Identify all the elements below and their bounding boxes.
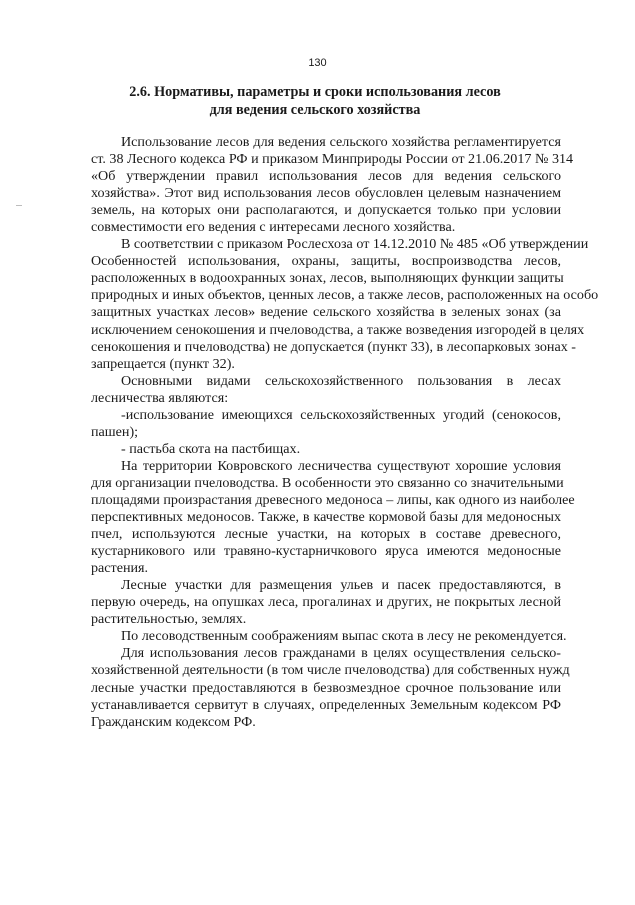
paragraph-line: совместимости его ведения с интересами лесного хозяйства. bbox=[91, 219, 456, 236]
paragraph bbox=[91, 441, 561, 458]
paragraph-line: лесные участки предоставляются в безвозмездное срочное пользование или bbox=[91, 679, 561, 696]
paragraph bbox=[91, 628, 567, 645]
paragraph-line: сенокошения и пчеловодства) не допускается (пункт 33), в лесопарковых зонах - bbox=[91, 338, 576, 355]
paragraph-line: Особенностей использования, охраны, защиты, воспроизводства лесов, bbox=[91, 253, 561, 270]
paragraph-line: Основными видами сельскохозяйственного пользования в лесах bbox=[121, 372, 561, 389]
paragraph-line: площадями произрастания древесного медоноса – липы, как одного из наиболее bbox=[91, 491, 575, 508]
paragraph bbox=[91, 373, 561, 407]
paragraph-line: запрещается (пункт 32). bbox=[91, 355, 235, 372]
section-heading bbox=[90, 83, 540, 119]
paragraph-line: хозяйства». Этот вид использования лесов обусловлен целевым назначением bbox=[91, 185, 561, 202]
paragraph bbox=[91, 577, 561, 628]
paragraph-line: защитных участках лесов» ведение сельского хозяйства в зеленых зонах (за bbox=[91, 304, 561, 321]
paragraph-line: «Об утверждении правил использования лесов для ведения сельского bbox=[91, 168, 561, 185]
scan-edge-mark bbox=[16, 205, 22, 206]
paragraph bbox=[91, 407, 561, 441]
paragraph-line: ст. 38 Лесного кодекса РФ и приказом Минприроды России от 21.06.2017 № 314 bbox=[91, 151, 574, 168]
paragraph-line: устанавливается сервитут в случаях, определенных Земельным кодексом РФ bbox=[91, 696, 561, 713]
paragraph-line: пашен); bbox=[91, 423, 139, 440]
paragraph-line: перспективных медоносов. Также, в качестве кормовой базы для медоносных bbox=[91, 509, 561, 526]
paragraph-line: Для использования лесов гражданами в целях осуществления сельско- bbox=[121, 645, 561, 662]
paragraph-line: Использование лесов для ведения сельского хозяйства регламентируется bbox=[121, 134, 561, 150]
paragraph-line: В соответствии с приказом Рослесхоза от 14.12.2010 № 485 «Об утверждении bbox=[121, 236, 589, 253]
paragraph-line: лесничества являются: bbox=[91, 389, 229, 406]
paragraph-line: для организации пчеловодства. В особенности это связанно со значительными bbox=[91, 474, 564, 491]
section-heading-line-1: 2.6. Нормативы, параметры и сроки использования лесов bbox=[129, 84, 501, 100]
paragraph-line: растительностью, землях. bbox=[91, 611, 247, 628]
paragraph-line: -использование имеющихся сельскохозяйственных угодий (сенокосов, bbox=[121, 406, 561, 423]
paragraph-line: - пастьба скота на пастбищах. bbox=[121, 440, 301, 457]
paragraph bbox=[91, 457, 575, 577]
paragraph-line: исключением сенокошения и пчеловодства, а также возведения изгородей в целях bbox=[91, 321, 585, 338]
paragraph-line: пчел, используются лесные участки, на которых в составе древесного, bbox=[91, 526, 561, 543]
paragraph-line: На территории Ковровского лесничества существуют хорошие условия bbox=[121, 457, 561, 474]
paragraph-line: расположенных в водоохранных зонах, лесов, выполняющих функции защиты bbox=[91, 270, 564, 287]
paragraph-line: первую очередь, на опушках леса, прогалинах и других, не покрытых лесной bbox=[91, 594, 561, 611]
paragraph-line: Лесные участки для размещения ульев и пасек предоставляются, в bbox=[121, 577, 561, 594]
document-body bbox=[91, 134, 599, 731]
paragraph bbox=[91, 236, 599, 372]
paragraph bbox=[91, 134, 574, 236]
section-heading-line-2: для ведения сельского хозяйства bbox=[209, 102, 421, 118]
paragraph-line: природных и иных объектов, ценных лесов, а также лесов, расположенных на особо bbox=[91, 287, 599, 304]
paragraph bbox=[91, 645, 570, 730]
paragraph-line: По лесоводственным соображениям выпас скота в лесу не рекомендуется. bbox=[121, 628, 567, 645]
paragraph-line: Гражданским кодексом РФ. bbox=[91, 713, 256, 730]
paragraph-line: кустарникового или травяно-кустарничкового яруса имеются медоносные bbox=[91, 543, 561, 560]
page-number: 130 bbox=[308, 57, 327, 69]
paragraph-line: хозяйственной деятельности (в том числе пчеловодства) для собственных нужд bbox=[91, 662, 570, 679]
paragraph-line: земель, на которых они располагаются, и допускается только при условии bbox=[91, 202, 561, 219]
paragraph-line: растения. bbox=[91, 560, 149, 577]
